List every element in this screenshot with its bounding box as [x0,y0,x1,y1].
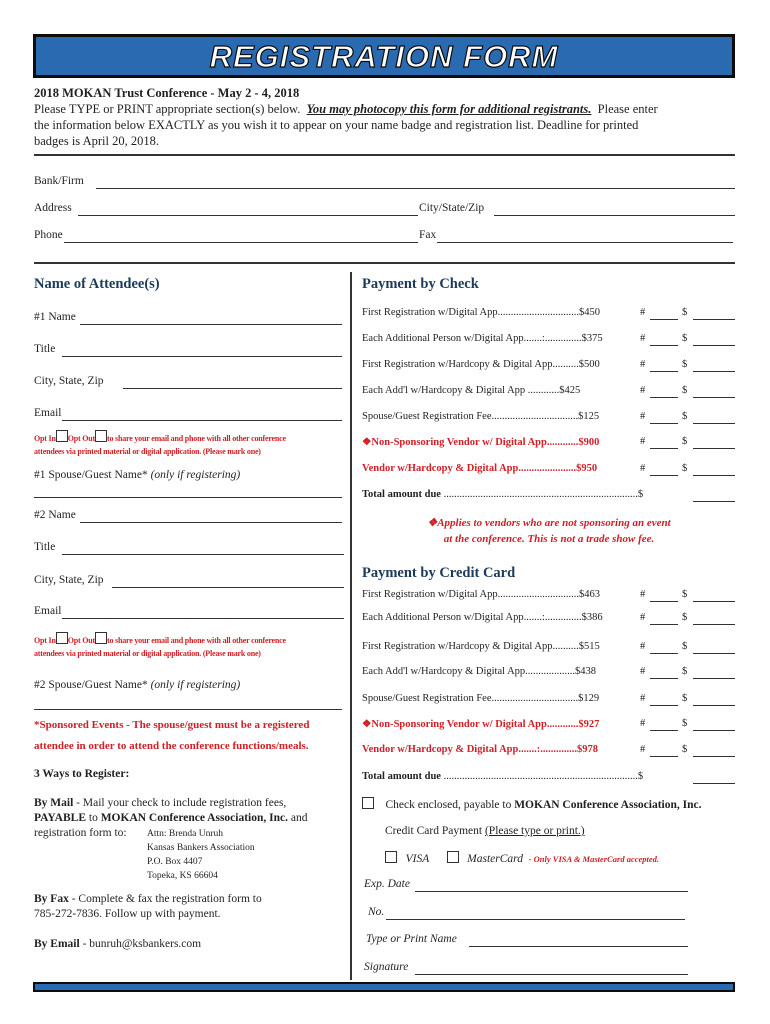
top-divider [34,154,735,156]
amount-dollar: $ [682,693,688,704]
payable-to: to [86,812,101,824]
amount-dollar: $ [682,359,688,370]
amount-field[interactable] [693,371,735,372]
fee-label: Each Additional Person w/Digital App.......:..............$375 [362,333,603,344]
card-fee-row [362,693,736,704]
fee-label: Each Additional Person w/Digital App.......:..............$386 [362,612,603,623]
email2-label: Email [34,605,62,617]
spouse2-field[interactable] [34,709,342,710]
check-enclosed-checkbox[interactable] [362,797,374,809]
check-heading: Payment by Check [362,276,479,292]
intro-instruction: Please TYPE or PRINT appropriate section(s) below. [34,102,301,116]
fee-label: ❖Non-Sponsoring Vendor w/ Digital App............$927 [362,719,600,730]
check-enclosed-text: Check enclosed, payable to [385,799,515,811]
count-field[interactable] [650,705,678,706]
amount-dollar: $ [682,463,688,474]
fee-label: First Registration w/Digital App...............................$450 [362,307,600,318]
card-total-dots: ..........................................................................$ [443,771,644,782]
count-hash: # [640,333,646,344]
city2-label: City, State, Zip [34,574,104,586]
check-fee-row [362,385,736,396]
payable-mokan: MOKAN Conference Association, Inc. [100,812,288,824]
email-line [34,938,201,950]
spouse1-field[interactable] [34,497,342,498]
check-enclosed-row [362,797,702,811]
visa-checkbox[interactable] [385,851,397,863]
cardno-field[interactable] [386,919,685,920]
address-pobox: P.O. Box 4407 [147,857,203,867]
count-hash: # [640,693,646,704]
cc-instruction: (Please type or print.) [484,825,585,837]
optout2-label: Opt Out [67,636,95,645]
deadline-note: badges is April 20, 2018. [34,134,159,148]
title1-field[interactable] [62,356,342,357]
count-field[interactable] [650,601,678,602]
email1-field[interactable] [62,420,342,421]
fax-label: Fax [419,229,437,241]
amount-dollar: $ [682,385,688,396]
exp-field[interactable] [415,891,688,892]
count-hash: # [640,436,646,447]
card-fee-row [362,641,736,652]
card-fee-row [362,666,736,677]
amount-field[interactable] [693,601,735,602]
count-hash: # [640,612,646,623]
count-field[interactable] [650,653,678,654]
spouse2-label [34,679,240,691]
count-field[interactable] [650,475,678,476]
name1-label: #1 Name [34,311,76,323]
count-hash: # [640,307,646,318]
share-text: to share your email and phone with all other conference [106,434,286,443]
footer-bar [33,982,735,992]
amount-field[interactable] [693,448,735,449]
name2-label: #2 Name [34,509,76,521]
email1-label: Email [34,407,62,419]
city-field[interactable] [494,215,735,216]
sponsored-note-1: *Sponsored Events - The spouse/guest must be a registered [34,719,310,731]
amount-field[interactable] [693,705,735,706]
count-hash: # [640,744,646,755]
mail-label: By Mail [34,797,74,809]
address-assoc: Kansas Bankers Association [147,843,255,853]
visa-label: VISA [405,853,430,865]
count-field[interactable] [650,730,678,731]
city2-field[interactable] [112,587,344,588]
regto-line: registration form to: [34,827,127,839]
conference-title: 2018 MOKAN Trust Conference - May 2 - 4, 2018 [34,86,300,100]
fee-label: Spouse/Guest Registration Fee.................................$129 [362,693,600,704]
amount-field[interactable] [693,624,735,625]
optin-checkbox[interactable] [56,430,68,442]
card-total-field[interactable] [693,783,735,784]
count-hash: # [640,411,646,422]
photocopy-note: You may photocopy this form for additional registrants. [306,102,592,116]
email2-field[interactable] [62,618,344,619]
ways-heading: 3 Ways to Register: [34,768,130,780]
mastercard-label: MasterCard [467,853,523,865]
card-fee-row [362,744,736,755]
count-hash: # [640,718,646,729]
card-fee-row [362,718,736,730]
optin-row-2 [34,632,286,645]
spouse2-text: #2 Spouse/Guest Name* [34,679,148,691]
payable-line [34,812,307,824]
fax-number: 785-272-7836. Follow up with payment. [34,908,221,920]
phone-field[interactable] [64,242,418,243]
title2-label: Title [34,541,56,553]
fee-label: First Registration w/Hardcopy & Digital App..........$500 [362,359,600,370]
share2-text-2: attendees via printed material or digital application. (Please mark one) [34,649,261,658]
fee-label: First Registration w/Hardcopy & Digital App..........$515 [362,641,600,652]
city-label: City/State/Zip [419,202,485,214]
bank-label: Bank/Firm [34,175,84,187]
card-heading: Payment by Credit Card [362,565,516,581]
vendor-note-1: ❖Applies to vendors who are not sponsoring an event [427,517,671,529]
count-hash: # [640,385,646,396]
payable-label: PAYABLE [34,812,86,824]
count-field[interactable] [650,319,678,320]
fee-label: ❖Non-Sponsoring Vendor w/ Digital App............$900 [362,437,600,448]
name1-field[interactable] [80,324,342,325]
cc-text: Credit Card Payment [385,825,485,837]
amount-field[interactable] [693,423,735,424]
check-total-label: Total amount due [362,489,441,500]
spouse2-ifreg: (only if registering) [150,679,241,691]
fee-label: Vendor w/Hardcopy & Digital App.......:..............$978 [362,744,598,755]
count-field[interactable] [650,448,678,449]
title2-field[interactable] [62,554,344,555]
check-fee-row [362,411,736,422]
check-enclosed-payee: MOKAN Conference Association, Inc. [514,799,702,811]
count-hash: # [640,463,646,474]
optin-label: Opt In [34,434,56,443]
vendor-note-2: at the conference. This is not a trade show fee. [443,533,655,545]
optin-row-1 [34,430,286,443]
amount-field[interactable] [693,397,735,398]
attendee-heading: Name of Attendee(s) [34,276,160,292]
intro-enter: Please enter [597,102,658,116]
address-label: Address [34,202,72,214]
check-fee-row [362,307,736,318]
optin2-checkbox[interactable] [56,632,68,644]
optin2-label: Opt In [34,636,56,645]
amount-field[interactable] [693,345,735,346]
amount-dollar: $ [682,612,688,623]
spouse1-label [34,469,240,481]
mail-line [34,797,286,809]
optout-checkbox[interactable] [95,430,107,442]
printname-field[interactable] [469,946,688,947]
phone-label: Phone [34,229,63,241]
card-fee-row [362,589,736,600]
amount-dollar: $ [682,436,688,447]
amount-dollar: $ [682,411,688,422]
card-total-label: Total amount due [362,771,441,782]
count-hash: # [640,589,646,600]
name2-field[interactable] [80,522,342,523]
amount-field[interactable] [693,756,735,757]
amount-dollar: $ [682,744,688,755]
fax-method-text: - Complete & fax the registration form to [68,893,262,905]
mid-divider [34,262,735,264]
check-fee-row [362,463,736,474]
check-fee-row [362,333,736,344]
address-city: Topeka, KS 66604 [147,871,218,881]
share-text-2: attendees via printed material or digital application. (Please mark one) [34,447,261,456]
mail-address [147,827,255,883]
count-field[interactable] [650,423,678,424]
amount-dollar: $ [682,307,688,318]
card-type-row [385,851,659,865]
fax-method-label: By Fax [34,893,69,905]
page-title: REGISTRATION FORM [209,39,559,74]
signature-label: Signature [364,961,409,973]
share2-text: to share your email and phone with all other conference [106,636,286,645]
amount-dollar: $ [682,666,688,677]
amount-field[interactable] [693,319,735,320]
fax-field[interactable] [437,242,733,243]
exp-label: Exp. Date [364,878,410,890]
count-field[interactable] [650,624,678,625]
amount-field[interactable] [693,730,735,731]
count-hash: # [640,666,646,677]
fee-label: Each Add'l w/Hardcopy & Digital App ............$425 [362,385,581,396]
fee-label: Spouse/Guest Registration Fee.................................$125 [362,411,600,422]
fee-label: Vendor w/Hardcopy & Digital App......................$950 [362,463,598,474]
amount-field[interactable] [693,475,735,476]
cardno-label: No. [368,906,385,918]
amount-dollar: $ [682,589,688,600]
city1-label: City, State, Zip [34,375,104,387]
count-field[interactable] [650,371,678,372]
check-fee-row [362,436,736,448]
card-fee-row [362,612,736,623]
fee-label: Each Add'l w/Hardcopy & Digital App...................$438 [362,666,597,677]
intro-text [34,85,734,149]
optout2-checkbox[interactable] [95,632,107,644]
cc-row [385,825,585,837]
intro-line3: the information below EXACTLY as you wish it to appear on your name badge and registration list. Deadline for printed [34,118,639,132]
fax-line [34,893,262,905]
check-total-row [362,489,736,500]
count-field[interactable] [650,397,678,398]
bank-field[interactable] [96,188,735,189]
count-hash: # [640,641,646,652]
count-hash: # [640,359,646,370]
payable-and: and [288,812,308,824]
check-total-dots: ..........................................................................$ [443,489,644,500]
address-field[interactable] [78,215,418,216]
count-field[interactable] [650,345,678,346]
column-divider [350,272,352,980]
title1-label: Title [34,343,56,355]
sponsored-note-2: attendee in order to attend the conference functions/meals. [34,740,309,752]
printname-label: Type or Print Name [366,933,457,945]
amount-field[interactable] [693,653,735,654]
fee-label: First Registration w/Digital App...............................$463 [362,589,600,600]
city1-field[interactable] [123,388,342,389]
optout-label: Opt Out [67,434,95,443]
address-attn: Attn: Brenda Unruh [147,829,223,839]
amount-dollar: $ [682,333,688,344]
amount-field[interactable] [693,678,735,679]
card-total-row [362,771,736,782]
check-fee-row [362,359,736,370]
signature-field[interactable] [415,974,688,975]
spouse1-ifreg: (only if registering) [150,469,241,481]
mastercard-checkbox[interactable] [447,851,459,863]
card-accepted-note: - Only VISA & MasterCard accepted. [528,854,660,864]
amount-dollar: $ [682,641,688,652]
spouse1-text: #1 Spouse/Guest Name* [34,469,148,481]
check-total-field[interactable] [693,501,735,502]
title-banner [33,34,735,78]
count-field[interactable] [650,678,678,679]
email-method-label: By Email [34,938,80,950]
mail-text: - Mail your check to include registration fees, [73,797,287,809]
amount-dollar: $ [682,718,688,729]
count-field[interactable] [650,756,678,757]
email-method-text: - bunruh@ksbankers.com [79,938,202,950]
